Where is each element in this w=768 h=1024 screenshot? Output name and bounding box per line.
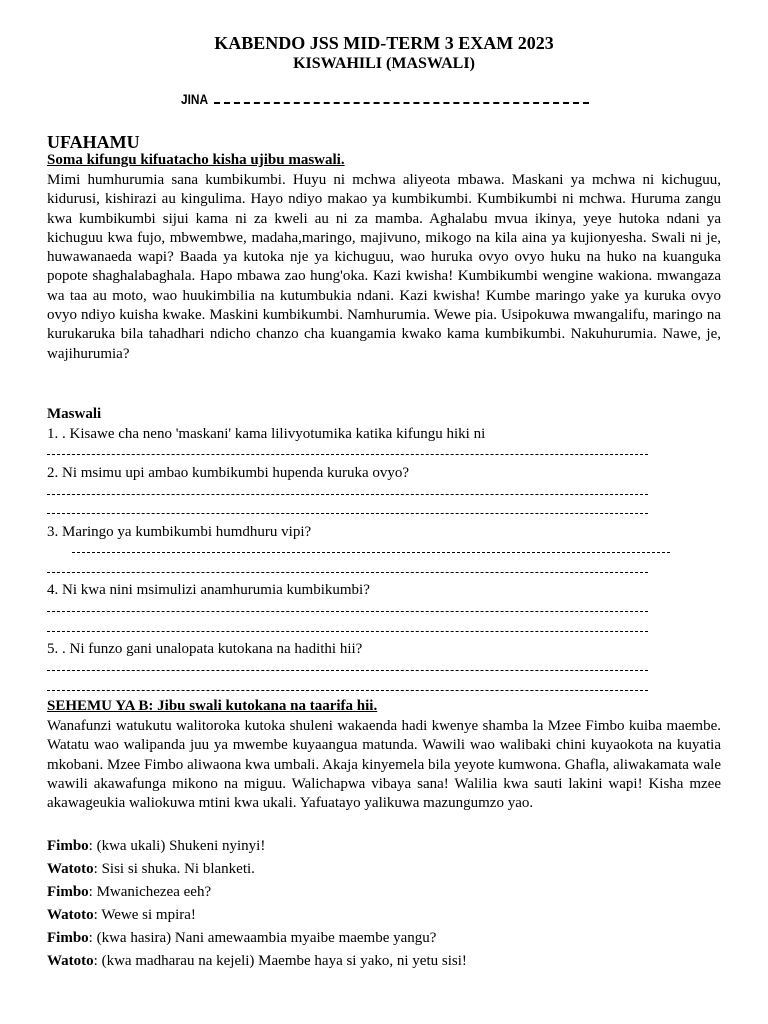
name-answer-line[interactable] (214, 102, 589, 104)
dialogue-speaker: Watoto (47, 907, 94, 923)
dialogue-line (47, 953, 467, 970)
answer-line[interactable] (47, 690, 648, 691)
question-3: 3. Maringo ya kumbikumbi humdhuru vipi? (47, 524, 312, 540)
name-field[interactable] (181, 91, 591, 111)
dialogue-text: : Wewe si mpira! (93, 907, 196, 923)
answer-line[interactable] (47, 670, 648, 671)
dialogue-text: : (kwa madharau na kejeli) Maembe haya si yako, ni yetu sisi! (93, 953, 467, 969)
question-1: 1. . Kisawe cha neno 'maskani' kama lilivyotumika katika kifungu hiki ni (47, 426, 486, 442)
dialogue-speaker: Watoto (47, 953, 94, 969)
dialogue-text: : Mwanichezea eeh? (88, 884, 212, 900)
dialogue-speaker: Fimbo (47, 838, 89, 854)
question-2: 2. Ni msimu upi ambao kumbikumbi hupenda kuruka ovyo? (47, 465, 410, 481)
dialogue-text: : (kwa ukali) Shukeni nyinyi! (88, 838, 266, 854)
question-4: 4. Ni kwa nini msimulizi anamhurumia kumbikumbi? (47, 582, 370, 598)
section-b-passage: Wanafunzi watukutu walitoroka kutoka shuleni wakaenda hadi kwenye shamba la Mzee Fimbo kuiba maembe. Watatu wao walipanda juu ya mwembe kuyaangua matunda. Wawili wao walibaki chini kuyaokota na kuyatia mkobani. Mzee Fimbo aliwaona kwa umbali. Akaja kinyemela bila yeyote kumwona. Ghafla, aliwakamata wale wawili akawafunga mikono na miguu. Walichapwa vibaya sana! Walilia kwa sauti lakini wapi! Kisha mzee akawageukia waliokuwa mtini kwa ukali. Yafuatayo yalikuwa mazungumzo yao. (47, 718, 721, 812)
dialogue-speaker: Fimbo (47, 884, 89, 900)
dialogue-line (47, 838, 265, 855)
answer-line[interactable] (47, 611, 648, 612)
answer-line[interactable] (47, 513, 648, 514)
question-5: 5. . Ni funzo gani unalopata kutokana na hadithi hii? (47, 641, 363, 657)
exam-title: KABENDO JSS MID-TERM 3 EXAM 2023 (214, 33, 554, 53)
dialogue-text: : (kwa hasira) Nani amewaambia myaibe maembe yangu? (88, 930, 437, 946)
section-a-heading: UFAHAMU (47, 132, 140, 152)
section-b-instruction: SEHEMU YA B: Jibu swali kutokana na taarifa hii. (47, 698, 378, 714)
answer-line[interactable] (72, 552, 670, 553)
answer-line[interactable] (47, 572, 648, 573)
dialogue-speaker: Fimbo (47, 930, 89, 946)
exam-subtitle: KISWAHILI (MASWALI) (293, 55, 475, 72)
dialogue-speaker: Watoto (47, 861, 94, 877)
dialogue-line (47, 884, 211, 901)
answer-line[interactable] (47, 631, 648, 632)
questions-heading: Maswali (47, 406, 102, 422)
section-a-passage: Mimi humhurumia sana kumbikumbi. Huyu ni mchwa aliyeota mbawa. Maskani ya mchwa ni kichuguu, kidurusi, kishirazi au kingulima. Hayo ndiyo makao ya kumbikumbi. Kumbikumbi ni mchwa. Huruma zangu kwa kumbikumbi sijui kama ni za kweli au ni za mamba. Aghalabu mvua ikinya, yeye hutoka ndani ya kichuguu kwa fujo, mbwembwe, madaha,maringo, majivuno, mikogo na kila aina ya kujionyesha. Swali ni je, huwawanaeda wapi? Baada ya kutoka nje ya kichuguu, wao huruka ovyo ovyo huku na huko na kuanguka popote shaghalabaghala. Hapo mbawa zao hung'oka. Kazi kwisha! Kumbikumbi wengine wakiona. mwangaza wa taa au moto, wao huukimbilia na kutumbukia ndani. Kazi kwisha! Kumbe maringo yake ya kuruka ovyo ovyo ndiyo kuisha kwake. Maskini kumbikumbi. Namhurumia. Wewe pia. Usipokuwa mwangalifu, maringo na kurukaruka bila tahadhari ndicho chanzo cha kuangamia kwako kama kumbikumbi. Nakuhurumia. Nawe, je, wajihurumia? (47, 172, 721, 362)
dialogue-line (47, 907, 196, 924)
name-label: JINA (181, 91, 209, 107)
answer-line[interactable] (47, 494, 648, 495)
section-a-instruction: Soma kifungu kifuatacho kisha ujibu maswali. (47, 152, 345, 168)
dialogue-text: : Sisi si shuka. Ni blanketi. (93, 861, 255, 877)
answer-line[interactable] (47, 454, 648, 455)
dialogue-line (47, 930, 436, 947)
dialogue-line (47, 861, 255, 878)
